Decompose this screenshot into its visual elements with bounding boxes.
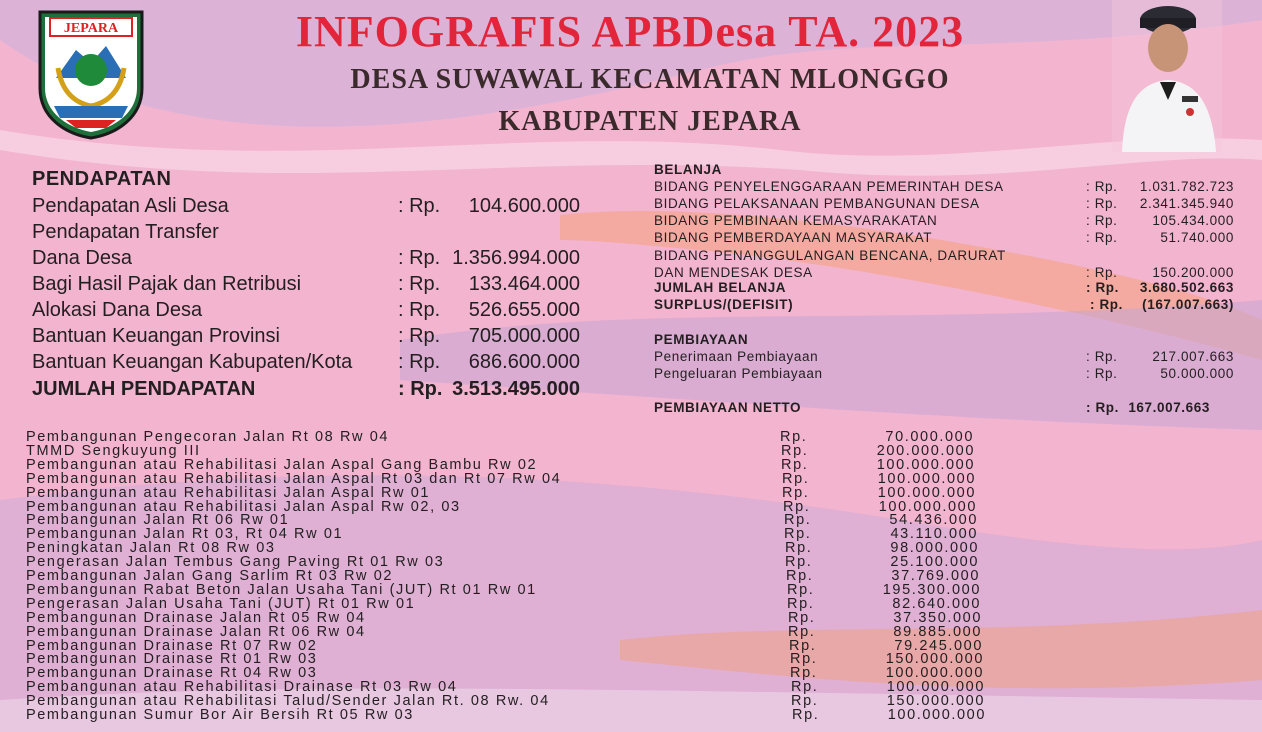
belanja-total-row: [654, 280, 1234, 296]
project-item-label: Pembangunan atau Rehabilitasi Jalan Aspal Rw 01: [26, 484, 431, 501]
project-item-label: Pembangunan Drainase Rt 01 Rw 03: [26, 651, 318, 668]
page-subtitle-regency: KABUPATEN JEPARA: [498, 106, 802, 137]
project-item-amount: 100.000.000: [885, 665, 984, 682]
project-item-currency: Rp.: [781, 442, 809, 459]
belanja-item-row: [654, 213, 1234, 229]
project-item-currency: Rp.: [791, 679, 819, 696]
pendapatan-item-currency: : Rp.: [398, 299, 441, 321]
belanja-total-amount: 3.680.502.663: [1139, 280, 1234, 295]
project-item-currency: Rp.: [781, 456, 809, 473]
pembiayaan-item-amount: 50.000.000: [1160, 366, 1234, 381]
pendapatan-item-row: [32, 195, 592, 221]
project-item-label: Pembangunan Jalan Rt 03, Rt 04 Rw 01: [26, 526, 344, 543]
pendapatan-total-row: [32, 378, 592, 404]
pendapatan-heading: PENDAPATAN: [32, 168, 172, 190]
belanja-total-currency: : Rp.: [1086, 280, 1119, 295]
pembiayaan-item-amount: 217.007.663: [1152, 349, 1234, 364]
pendapatan-item-row: [32, 247, 592, 273]
belanja-item-row: [654, 265, 1234, 281]
belanja-item-currency: : Rp.: [1086, 213, 1118, 228]
surplus-currency: : Rp.: [1090, 297, 1123, 312]
pendapatan-item-label: Pendapatan Asli Desa: [32, 195, 229, 217]
project-item-amount: 70.000.000: [885, 429, 974, 445]
pendapatan-item-amount: 133.464.000: [468, 273, 580, 295]
project-item-amount: 89.885.000: [893, 623, 982, 640]
page-title: INFOGRAFIS APBDesa TA. 2023: [295, 7, 965, 56]
belanja-item-amount: 1.031.782.723: [1139, 179, 1234, 194]
pendapatan-item-currency: : Rp.: [398, 351, 441, 373]
project-item-currency: Rp.: [786, 568, 814, 584]
project-item-amount: 25.100.000: [890, 554, 979, 571]
belanja-item-currency: : Rp.: [1086, 179, 1118, 194]
project-item-currency: Rp.: [787, 595, 815, 612]
project-item-amount: 82.640.000: [892, 595, 981, 612]
project-item-currency: Rp.: [782, 470, 810, 487]
project-item-label: Pembangunan Drainase Rt 04 Rw 03: [26, 665, 318, 682]
pendapatan-item-currency: : Rp.: [398, 325, 441, 347]
project-item-amount: 54.436.000: [889, 512, 978, 529]
project-item-label: TMMD Sengkuyung III: [26, 442, 201, 459]
surplus-row: [654, 297, 1234, 313]
project-item-amount: 37.350.000: [893, 609, 982, 626]
belanja-item-row: [654, 230, 1234, 246]
pembiayaan-netto-label: PEMBIAYAAN NETTO: [654, 400, 802, 415]
pembiayaan-item-label: Penerimaan Pembiayaan: [654, 349, 819, 364]
project-item-label: Pembangunan Drainase Jalan Rt 05 Rw 04: [26, 609, 366, 626]
belanja-item-currency: : Rp.: [1086, 196, 1118, 211]
project-item-amount: 150.000.000: [886, 693, 985, 710]
belanja-item-currency: : Rp.: [1086, 265, 1118, 280]
pendapatan-total-currency: : Rp.: [398, 378, 443, 400]
pendapatan-item-label: Dana Desa: [32, 247, 133, 269]
project-item-amount: 43.110.000: [890, 526, 978, 543]
project-item-currency: Rp.: [789, 637, 817, 654]
pendapatan-item-currency: : Rp.: [398, 273, 441, 295]
pendapatan-item-row: [32, 273, 592, 299]
project-item-label: Pembangunan Sumur Bor Air Bersih Rt 05 Rw 03: [26, 707, 414, 723]
project-item-currency: Rp.: [784, 526, 812, 543]
project-item-label: Pembangunan Drainase Rt 07 Rw 02: [26, 637, 318, 654]
belanja-item-amount: 51.740.000: [1160, 230, 1234, 245]
pendapatan-item-label: Bagi Hasil Pajak dan Retribusi: [32, 273, 302, 295]
pembiayaan-netto-row: [654, 400, 1234, 416]
pendapatan-item-label: Bantuan Keuangan Provinsi: [32, 325, 280, 347]
pembiayaan-item-currency: : Rp.: [1086, 349, 1118, 364]
pendapatan-item-amount: 1.356.994.000: [452, 247, 580, 269]
project-item-amount: 195.300.000: [882, 581, 981, 598]
pendapatan-item-amount: 705.000.000: [468, 325, 580, 347]
belanja-item-label: BIDANG PENANGGULANGAN BENCANA, DARURAT: [654, 248, 1006, 263]
page-subtitle-village: DESA SUWAWAL KECAMATAN MLONGGO: [350, 64, 950, 95]
pendapatan-item-currency: : Rp.: [398, 247, 441, 269]
project-item-label: Pembangunan Pengecoran Jalan Rt 08 Rw 04: [26, 429, 390, 445]
project-item-row: [26, 708, 986, 723]
belanja-item-label: BIDANG PEMBINAAN KEMASYARAKATAN: [654, 213, 938, 228]
pendapatan-item-label: Bantuan Keuangan Kabupaten/Kota: [32, 351, 353, 373]
pendapatan-item-row: [32, 325, 592, 351]
project-item-currency: Rp.: [785, 540, 813, 557]
project-item-currency: Rp.: [791, 693, 819, 710]
project-item-label: Pembangunan Jalan Gang Sarlim Rt 03 Rw 02: [26, 568, 394, 584]
project-item-label: Pembangunan Drainase Jalan Rt 06 Rw 04: [26, 623, 366, 640]
project-item-amount: 100.000.000: [887, 707, 986, 723]
pendapatan-item-label: Alokasi Dana Desa: [32, 299, 203, 321]
project-item-amount: 100.000.000: [877, 484, 976, 501]
pendapatan-item-row: [32, 221, 592, 247]
project-item-amount: 100.000.000: [877, 470, 976, 487]
pendapatan-item-row: [32, 299, 592, 325]
project-item-currency: Rp.: [790, 651, 818, 668]
project-item-label: Pengerasan Jalan Tembus Gang Paving Rt 01 Rw 03: [26, 554, 445, 571]
project-item-label: Pembangunan Rabat Beton Jalan Usaha Tani (JUT) Rt 01 Rw 01: [26, 581, 537, 598]
pembiayaan-netto-amount: 167.007.663: [1128, 400, 1210, 415]
belanja-item-label: BIDANG PEMBERDAYAAN MASYARAKAT: [654, 230, 933, 245]
pembiayaan-item-row: [654, 366, 1234, 382]
pembiayaan-item-currency: : Rp.: [1086, 366, 1118, 381]
belanja-heading: BELANJA: [654, 162, 722, 177]
pendapatan-item-currency: : Rp.: [398, 195, 441, 217]
project-item-currency: Rp.: [782, 484, 810, 501]
belanja-item-label: BIDANG PENYELENGGARAAN PEMERINTAH DESA: [654, 179, 1004, 194]
belanja-item-amount: 105.434.000: [1152, 213, 1234, 228]
belanja-total-label: JUMLAH BELANJA: [654, 280, 787, 295]
project-item-label: Pembangunan atau Rehabilitasi Drainase Rt 03 Rw 04: [26, 679, 458, 696]
project-item-amount: 98.000.000: [890, 540, 979, 557]
svg-text:JEPARA: JEPARA: [63, 21, 119, 36]
belanja-item-row: [654, 196, 1234, 212]
project-item-currency: Rp.: [788, 623, 816, 640]
pembiayaan-netto-currency: : Rp.: [1086, 400, 1119, 415]
project-item-label: Pengerasan Jalan Usaha Tani (JUT) Rt 01 Rw 01: [26, 595, 416, 612]
pendapatan-item-row: [32, 351, 592, 377]
project-item-currency: Rp.: [788, 609, 816, 626]
project-item-label: Pembangunan atau Rehabilitasi Talud/Sender Jalan Rt. 08 Rw. 04: [26, 693, 550, 710]
belanja-item-currency: : Rp.: [1086, 230, 1118, 245]
project-item-currency: Rp.: [785, 554, 813, 571]
surplus-label: SURPLUS/(DEFISIT): [654, 297, 794, 312]
project-item-label: Pembangunan atau Rehabilitasi Jalan Aspal Rt 03 dan Rt 07 Rw 04: [26, 470, 562, 487]
project-item-label: Pembangunan Jalan Rt 06 Rw 01: [26, 512, 290, 529]
project-item-currency: Rp.: [780, 429, 808, 445]
project-item-amount: 150.000.000: [885, 651, 984, 668]
pendapatan-item-amount: 686.600.000: [468, 351, 580, 373]
project-item-currency: Rp.: [787, 581, 815, 598]
project-item-label: Pembangunan atau Rehabilitasi Jalan Aspal Gang Bambu Rw 02: [26, 456, 538, 473]
project-item-amount: 100.000.000: [876, 456, 975, 473]
pendapatan-total-label: JUMLAH PENDAPATAN: [32, 378, 256, 400]
pendapatan-total-amount: 3.513.495.000: [452, 378, 580, 400]
pendapatan-item-amount: 526.655.000: [468, 299, 580, 321]
project-item-currency: Rp.: [790, 665, 818, 682]
belanja-item-row: [654, 179, 1234, 195]
pembiayaan-heading: PEMBIAYAAN: [654, 332, 749, 347]
project-item-label: Peningkatan Jalan Rt 08 Rw 03: [26, 540, 276, 557]
surplus-amount: (167.007.663): [1142, 297, 1234, 312]
project-item-amount: 79.245.000: [894, 637, 983, 654]
belanja-item-row: [654, 248, 1234, 264]
belanja-item-label: BIDANG PELAKSANAAN PEMBANGUNAN DESA: [654, 196, 980, 211]
project-item-amount: 100.000.000: [886, 679, 985, 696]
pendapatan-item-label: Pendapatan Transfer: [32, 221, 219, 243]
project-item-amount: 100.000.000: [878, 498, 977, 515]
pendapatan-item-amount: 104.600.000: [468, 195, 580, 217]
belanja-item-amount: 2.341.345.940: [1139, 196, 1234, 211]
project-item-label: Pembangunan atau Rehabilitasi Jalan Aspal Rw 02, 03: [26, 498, 461, 515]
belanja-item-label: DAN MENDESAK DESA: [654, 265, 813, 280]
pembiayaan-item-row: [654, 349, 1234, 365]
project-item-amount: 37.769.000: [891, 568, 980, 584]
project-item-currency: Rp.: [784, 512, 812, 529]
project-item-amount: 200.000.000: [876, 442, 975, 459]
belanja-item-amount: 150.200.000: [1152, 265, 1234, 280]
project-item-currency: Rp.: [792, 707, 820, 723]
pembiayaan-item-label: Pengeluaran Pembiayaan: [654, 366, 823, 381]
project-item-currency: Rp.: [783, 498, 811, 515]
